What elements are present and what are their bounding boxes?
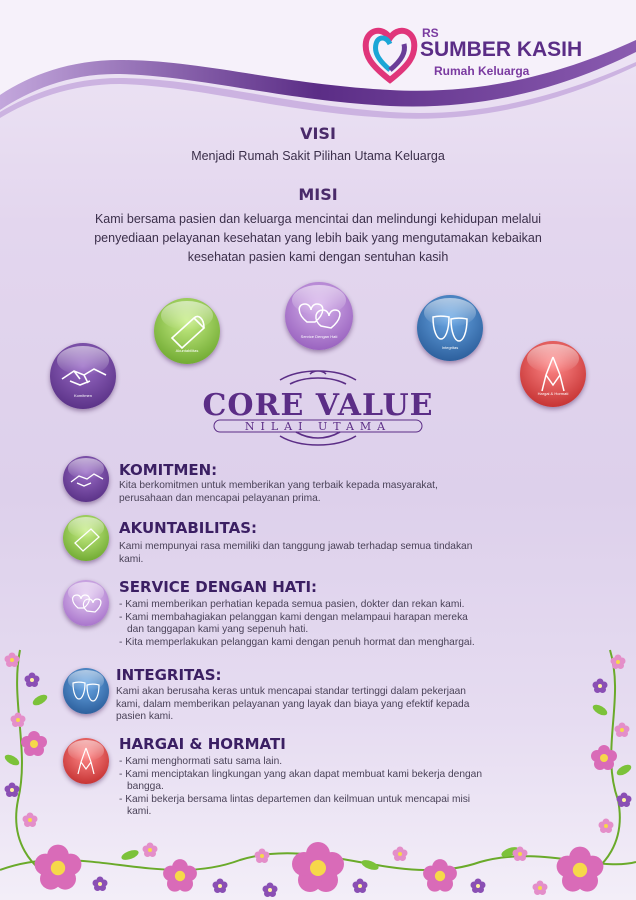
value-line: kami. <box>127 806 152 817</box>
value-line: - Kami menciptakan lingkungan yang akan dapat membuat kami bekerja dengan <box>119 768 483 780</box>
circle-label: Integritas <box>441 345 459 351</box>
value-line: Kami mempunyai rasa memiliki dan tanggung jawab terhadap semua tindakan <box>119 541 473 552</box>
misi-title: MISI <box>298 185 338 204</box>
logo-rs-text: RS <box>422 26 439 40</box>
circle-label: Service Dengan Hati <box>300 334 338 340</box>
misi-line: penyediaan pelayanan kesehatan yang lebih baik yang mengutamakan kebaikan <box>94 231 542 245</box>
service-circle <box>285 282 353 350</box>
value-title: HARGAI & HORMATI <box>119 735 286 753</box>
logo-name-text: SUMBER KASIH <box>420 38 583 61</box>
visi-title: VISI <box>300 124 336 143</box>
hearts-icon <box>63 580 109 626</box>
value-title: INTEGRITAS: <box>116 666 222 684</box>
handshake-icon <box>63 456 109 502</box>
value-line: Kita berkomitmen untuk memberikan yang terbaik kepada masyarakat, <box>119 480 438 491</box>
value-title: AKUNTABILITAS: <box>119 519 258 537</box>
logo-subtitle-text: Rumah Keluarga <box>434 64 530 78</box>
akuntabilitas-circle <box>154 298 220 364</box>
scroll-icon <box>63 515 109 561</box>
circle-label: Akuntabilitas <box>175 348 199 354</box>
value-line: - Kami menghormati satu sama lain. <box>119 756 283 767</box>
value-line: - Kami bekerja bersama lintas departemen dan keilmuan untuk mencapai misi <box>119 793 471 805</box>
value-line: dan tanggapan kami yang sepenuh hati. <box>127 624 309 635</box>
value-line: kami. <box>119 553 144 565</box>
value-line: Kami akan berusaha keras untuk mencapai standar tertinggi dalam pekerjaan <box>116 686 466 697</box>
value-line: kami, dalam memberikan pelayanan yang layak dan biaya yang efektif kepada <box>116 698 470 710</box>
floral-border <box>0 640 636 900</box>
value-line: - Kami membahagiakan pelanggan kami dengan melampaui harapan mereka <box>119 611 468 623</box>
logo-heart-icon <box>362 22 418 86</box>
integritas-circle <box>417 295 483 361</box>
value-line: bangga. <box>127 781 164 792</box>
value-text <box>119 541 472 566</box>
misi-line: Kami bersama pasien dan keluarga mencintai dan melindungi kehidupan melalui <box>94 212 542 226</box>
value-line: - Kita memperlakukan pelanggan kami dengan penuh hormat dan menghargai. <box>119 636 475 648</box>
core-value-title: CORE VALUE <box>202 388 434 423</box>
core-value-subtitle: NILAI UTAMA <box>244 420 392 433</box>
value-title: SERVICE DENGAN HATI: <box>119 578 318 596</box>
circle-label: Komitmen <box>73 393 92 399</box>
hospital-logo <box>362 22 622 92</box>
visi-text: Menjadi Rumah Sakit Pilihan Utama Keluarga <box>191 149 445 163</box>
value-line: - Kami memberikan perhatian kepada semua pasien, dokter dan rekan kami. <box>119 599 465 610</box>
value-line: perusahaan dan mencapai pelayanan prima. <box>119 492 321 504</box>
circle-label: Hargai & Hormati <box>537 391 569 397</box>
value-text <box>119 480 438 505</box>
value-line: pasien kami. <box>116 711 174 722</box>
value-title: KOMITMEN: <box>119 461 218 479</box>
misi-text <box>0 210 636 267</box>
misi-line: kesehatan pasien kami dengan sentuhan kasih <box>187 250 449 264</box>
